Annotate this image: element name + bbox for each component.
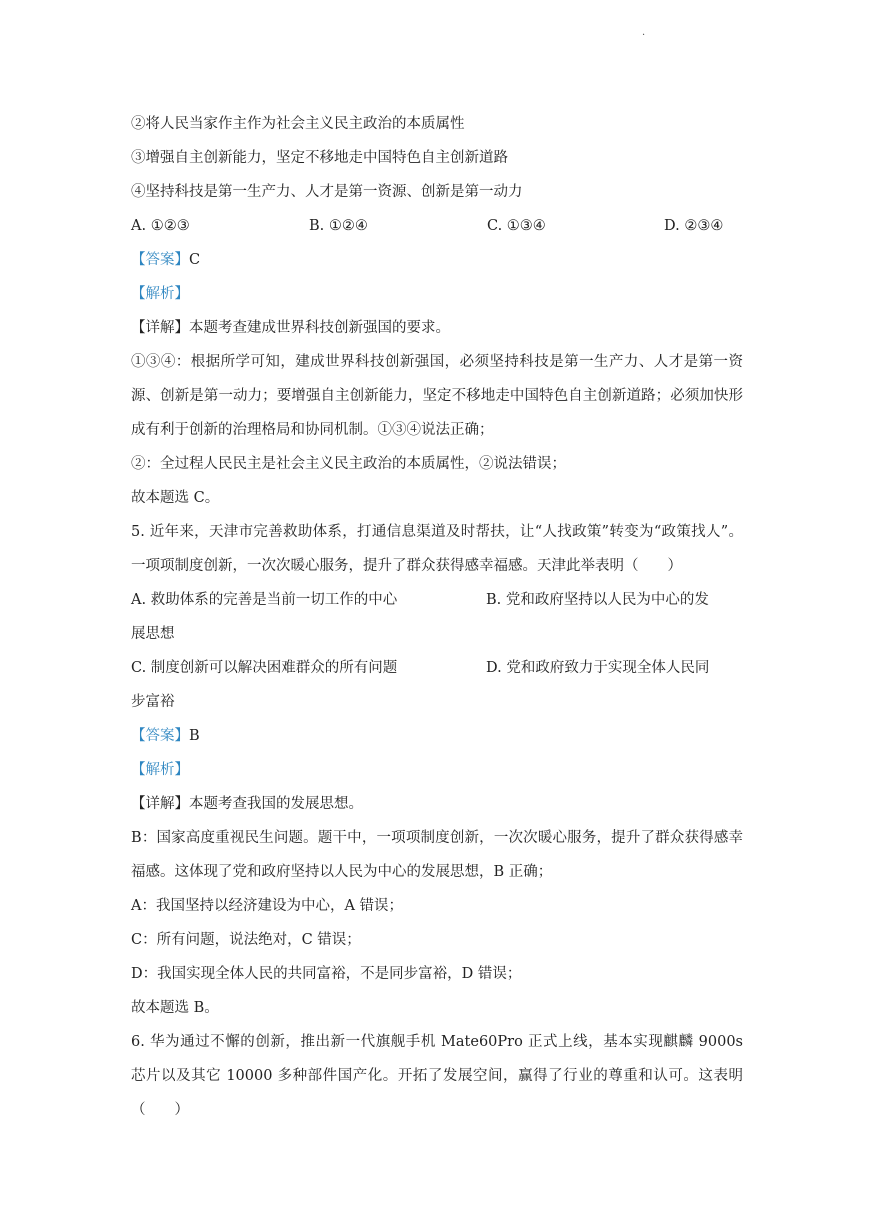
q5-options-row-1 xyxy=(131,583,743,617)
q5-detail xyxy=(131,787,743,821)
q4-option-a: A. ①②③ xyxy=(131,218,190,234)
detail-text: 本题考查建成世界科技创新强国的要求。 xyxy=(189,320,450,336)
q4-detail xyxy=(131,311,743,345)
q5-explanation-1: B：国家高度重视民生问题。题干中，一项项制度创新，一次次暖心服务，提升了群众获得感幸福感。这体现了党和政府坚持以人民为中心的发展思想，B 正确； xyxy=(131,830,743,880)
detail-label: 【详解】 xyxy=(131,796,189,812)
q5-analysis-label: 【解析】 xyxy=(131,762,189,778)
q4-option-d: D. ②③④ xyxy=(664,218,724,234)
q4-option-c: C. ①③④ xyxy=(487,218,546,234)
q4-option-b: B. ①②④ xyxy=(309,218,368,234)
detail-text: 本题考查我国的发展思想。 xyxy=(189,796,363,812)
q4-item-4: ④坚持科技是第一生产力、人才是第一资源、创新是第一动力 xyxy=(131,184,523,200)
q5-option-b: B. 党和政府坚持以人民为中心的发 xyxy=(486,592,709,608)
q5-stem: 5. 近年来，天津市完善救助体系，打通信息渠道及时帮扶，让“人找政策”转变为“政策找人”。一项项制度创新，一次次暖心服务，提升了群众获得感幸福感。天津此举表明（ ） xyxy=(131,524,743,574)
q4-explanation-2: ②：全过程人民民主是社会主义民主政治的本质属性，②说法错误； xyxy=(131,456,566,472)
header-mark: · xyxy=(642,30,646,41)
q4-item-3: ③增强自主创新能力，坚定不移地走中国特色自主创新道路 xyxy=(131,150,508,166)
q4-item-2: ②将人民当家作主作为社会主义民主政治的本质属性 xyxy=(131,116,465,132)
answer-value: C xyxy=(189,252,201,268)
answer-label: 【答案】 xyxy=(131,252,189,268)
q4-explanation-1: ①③④：根据所学可知，建成世界科技创新强国，必须坚持科技是第一生产力、人才是第一资源、创新是第一动力；要增强自主创新能力，坚定不移地走中国特色自主创新道路；必须加快形成有利于创新的治理格局和协同机制。①③④说法正确； xyxy=(131,354,743,438)
q5-conclusion: 故本题选 B。 xyxy=(131,1000,219,1016)
q5-explanation-3: C：所有问题，说法绝对，C 错误； xyxy=(131,932,361,948)
q5-option-d-cont: 步富裕 xyxy=(131,694,175,710)
q5-options-row-2 xyxy=(131,651,743,685)
q6-stem: 6. 华为通过不懈的创新，推出新一代旗舰手机 Mate60Pro 正式上线，基本实现麒麟 9000s 芯片以及其它 10000 多种部件国产化。开拓了发展空间，赢得了行业的尊重和认可。这表明（ ） xyxy=(131,1034,743,1118)
q5-explanation-4: D：我国实现全体人民的共同富裕，不是同步富裕，D 错误； xyxy=(131,966,522,982)
q5-option-d: D. 党和政府致力于实现全体人民同 xyxy=(486,660,710,676)
q4-analysis-label: 【解析】 xyxy=(131,286,189,302)
q4-conclusion: 故本题选 C。 xyxy=(131,490,220,506)
q5-option-a: A. 救助体系的完善是当前一切工作的中心 xyxy=(131,592,398,608)
q5-option-b-cont: 展思想 xyxy=(131,626,175,642)
q4-options xyxy=(131,209,743,243)
answer-value: B xyxy=(189,728,200,744)
q5-answer xyxy=(131,719,743,753)
q5-explanation-2: A：我国坚持以经济建设为中心，A 错误； xyxy=(131,898,404,914)
detail-label: 【详解】 xyxy=(131,320,189,336)
answer-label: 【答案】 xyxy=(131,728,189,744)
q4-answer xyxy=(131,243,743,277)
q5-option-c: C. 制度创新可以解决困难群众的所有问题 xyxy=(131,660,398,676)
document-page xyxy=(131,107,743,1127)
